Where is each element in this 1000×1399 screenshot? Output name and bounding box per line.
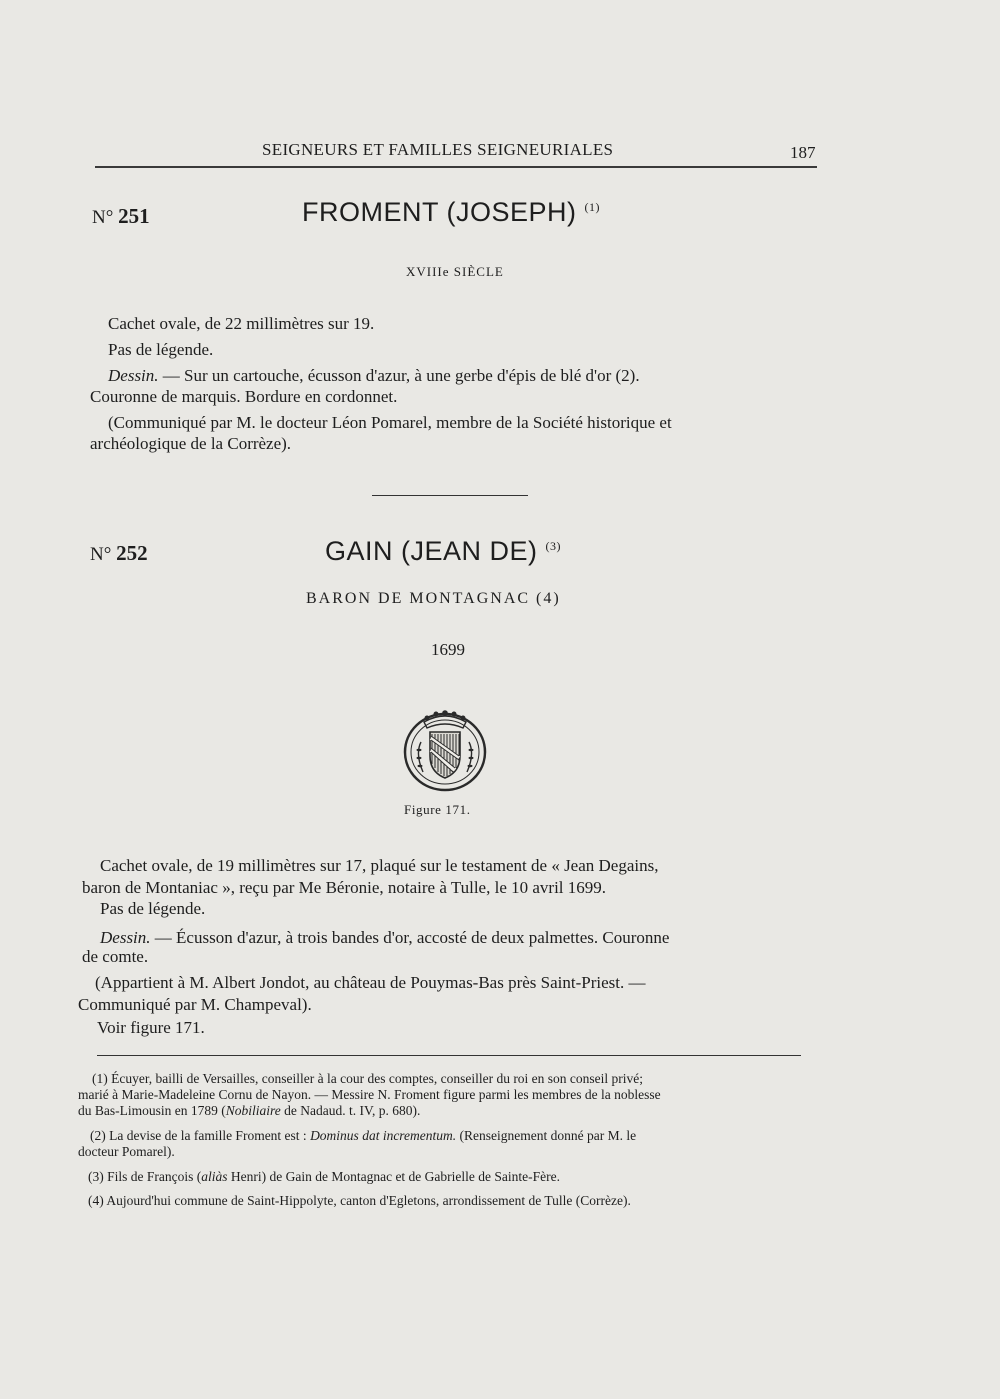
footnote-2-line2: docteur Pomarel).: [78, 1144, 175, 1159]
footnote-1-line3: [78, 1103, 420, 1119]
footnote-italic: aliàs: [201, 1169, 228, 1184]
header-rule: [95, 166, 817, 168]
entry-number-value: 251: [118, 204, 150, 228]
section-divider: [372, 495, 528, 496]
footnote-ref-3: (3): [545, 539, 562, 553]
entry-title-text: GAIN (JEAN DE): [325, 536, 538, 566]
entry-252-number: [90, 541, 148, 566]
footnote-text: (3) Fils de François (: [88, 1169, 202, 1184]
entry-251-title: [302, 197, 600, 228]
running-title: SEIGNEURS ET FAMILLES SEIGNEURIALES: [262, 140, 614, 159]
footnote-text: (Renseignement donné par M. le: [456, 1128, 637, 1143]
footnote-text: de Nadaud. t. IV, p. 680).: [280, 1103, 421, 1118]
entry-251-source-line2: archéologique de la Corrèze).: [90, 434, 292, 453]
entry-252-title: [325, 536, 561, 567]
footnote-italic: Dominus dat incrementum.: [310, 1128, 457, 1143]
entry-252-see-figure: Voir figure 171.: [97, 1018, 205, 1037]
description-text: — Sur un cartouche, écusson d'azur, à une gerbe d'épis de blé d'or (2).: [158, 366, 640, 385]
page-number: 187: [790, 143, 816, 162]
footnote-ref-1: (1): [584, 200, 601, 214]
entry-251-number: [92, 204, 150, 229]
entry-251-description-line2: Couronne de marquis. Bordure en cordonnet.: [90, 387, 398, 406]
description-text: — Écusson d'azur, à trois bandes d'or, accosté de deux palmettes. Couronne: [150, 928, 670, 947]
footnote-1-line1: (1) Écuyer, bailli de Versailles, conseiller à la cour des comptes, conseiller du roi en son conseil privé;: [92, 1071, 644, 1086]
footnote-text: (2) La devise de la famille Froment est :: [90, 1128, 311, 1143]
entry-251-century: XVIIIe SIÈCLE: [406, 264, 504, 279]
footnote-text: du Bas-Limousin en 1789 (: [78, 1103, 226, 1118]
entry-252-year: 1699: [431, 640, 465, 659]
dessin-label: Dessin.: [108, 366, 159, 385]
entry-251-dimensions: Cachet ovale, de 22 millimètres sur 19.: [108, 314, 375, 333]
footnote-rule: [97, 1055, 801, 1056]
coat-of-arms-seal-icon: [399, 702, 491, 794]
entry-251-source-line1: (Communiqué par M. le docteur Léon Pomarel, membre de la Société historique et: [108, 413, 672, 432]
entry-number-value: 252: [116, 541, 148, 565]
entry-252-legend: Pas de légende.: [100, 899, 206, 918]
entry-251-legend: Pas de légende.: [108, 340, 214, 359]
dessin-label: Dessin.: [100, 928, 151, 947]
footnote-2-line1: [90, 1128, 636, 1144]
entry-252-dimensions-line2: baron de Montaniac », reçu par Me Béronie, notaire à Tulle, le 10 avril 1699.: [82, 878, 607, 897]
footnote-italic: Nobiliaire: [225, 1103, 281, 1118]
footnote-4: (4) Aujourd'hui commune de Saint-Hippolyte, canton d'Egletons, arrondissement de Tulle (Corrèze).: [88, 1193, 631, 1208]
footnote-3: [88, 1169, 560, 1185]
entry-252-source-line2: Communiqué par M. Champeval).: [78, 995, 312, 1014]
footnote-1-line2: marié à Marie-Madeleine Cornu de Nayon. — Messire N. Froment figure parmi les membres de la noblesse: [78, 1087, 661, 1102]
entry-252-dimensions-line1: Cachet ovale, de 19 millimètres sur 17, plaqué sur le testament de « Jean Degains,: [100, 856, 659, 875]
entry-number-prefix: N°: [90, 544, 112, 565]
entry-251-description-line1: [108, 366, 640, 386]
entry-252-source-line1: (Appartient à M. Albert Jondot, au château de Pouymas-Bas près Saint-Priest. —: [95, 973, 646, 992]
entry-number-prefix: N°: [92, 207, 114, 228]
figure-caption: Figure 171.: [404, 802, 471, 817]
entry-252-description-line2: de comte.: [82, 947, 149, 966]
entry-252-description-line1: [100, 928, 669, 948]
footnote-text: Henri) de Gain de Montagnac et de Gabrielle de Sainte-Fère.: [227, 1169, 560, 1184]
entry-title-text: FROMENT (JOSEPH): [302, 197, 577, 227]
entry-252-subtitle: BARON DE MONTAGNAC (4): [306, 590, 561, 607]
